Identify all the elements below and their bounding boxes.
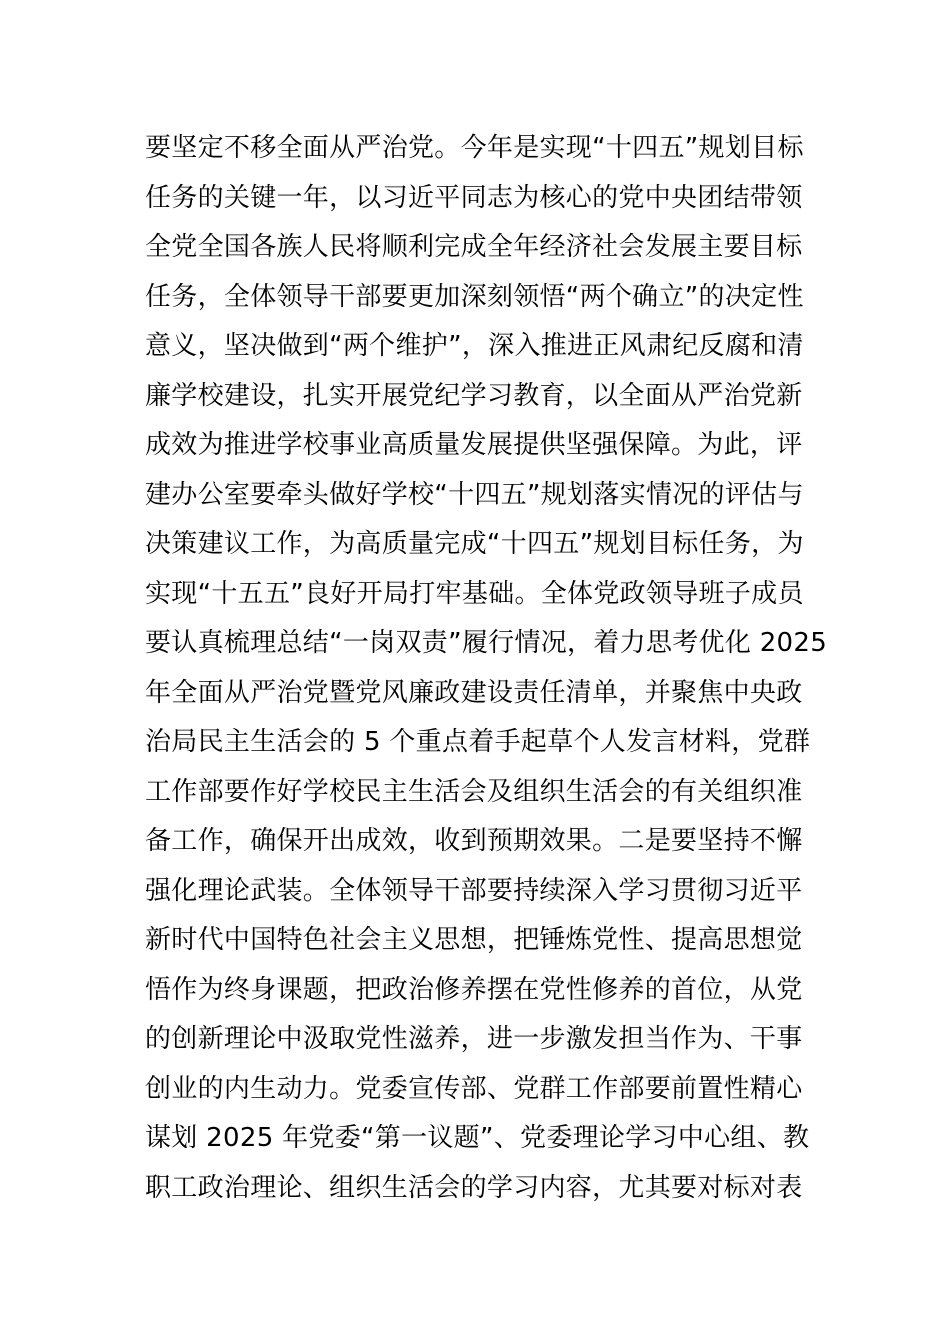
text-line: 悟作为终身课题，把政治修养摆在党性修养的首位，从党 [145,974,803,1005]
text-line: 建办公室要牵头做好学校“十四五”规划落实情况的评估与 [145,479,804,510]
text-line: 谋划 2025 年党委“第一议题”、党委理论学习中心组、教 [145,1123,810,1153]
text-line: 决策建议工作，为高质量完成“十四五”规划目标任务，为 [145,529,804,559]
text-line: 工作部要作好学校民主生活会及组织生活会的有关组织准 [145,776,803,807]
text-line: 年全面从严治党暨党风廉政建设责任清单，并聚焦中央政 [145,677,803,708]
text-line: 职工政治理论、组织生活会的学习内容，尤其要对标对表 [145,1172,803,1203]
text-line: 新时代中国特色社会主义思想，把锤炼党性、提高思想觉 [145,925,803,955]
text-line: 意义，坚决做到“两个维护”，深入推进正风肃纪反腐和清 [145,331,804,361]
text-line: 的创新理论中汲取党性滋养，进一步激发担当作为、干事 [145,1024,803,1054]
text-line: 成效为推进学校事业高质量发展提供坚强保障。为此，评 [145,430,803,460]
text-line: 实现“十五五”良好开局打牢基础。全体党政领导班子成员 [145,578,804,609]
text-line: 任务，全体领导干部要更加深刻领悟“两个确立”的决定性 [145,281,804,312]
text-line: 全党全国各族人民将顺利完成全年经济社会发展主要目标 [145,232,803,262]
text-line: 任务的关键一年，以习近平同志为核心的党中央团结带领 [145,182,803,213]
text-line: 强化理论武装。全体领导干部要持续深入学习贯彻习近平 [145,875,803,906]
body-paragraph [145,124,828,1213]
text-line: 备工作，确保开出成效，收到预期效果。二是要坚持不懈 [145,826,803,856]
text-line: 治局民主生活会的 5 个重点着手起草个人发言材料，党群 [145,727,811,757]
text-line: 创业的内生动力。党委宣传部、党群工作部要前置性精心 [145,1073,803,1104]
text-line: 廉学校建设，扎实开展党纪学习教育，以全面从严治党新 [145,380,803,411]
text-line: 要认真梳理总结“一岗双责”履行情况，着力思考优化 2025 [145,628,828,658]
text-line: 要坚定不移全面从严治党。今年是实现“十四五”规划目标 [145,133,804,163]
